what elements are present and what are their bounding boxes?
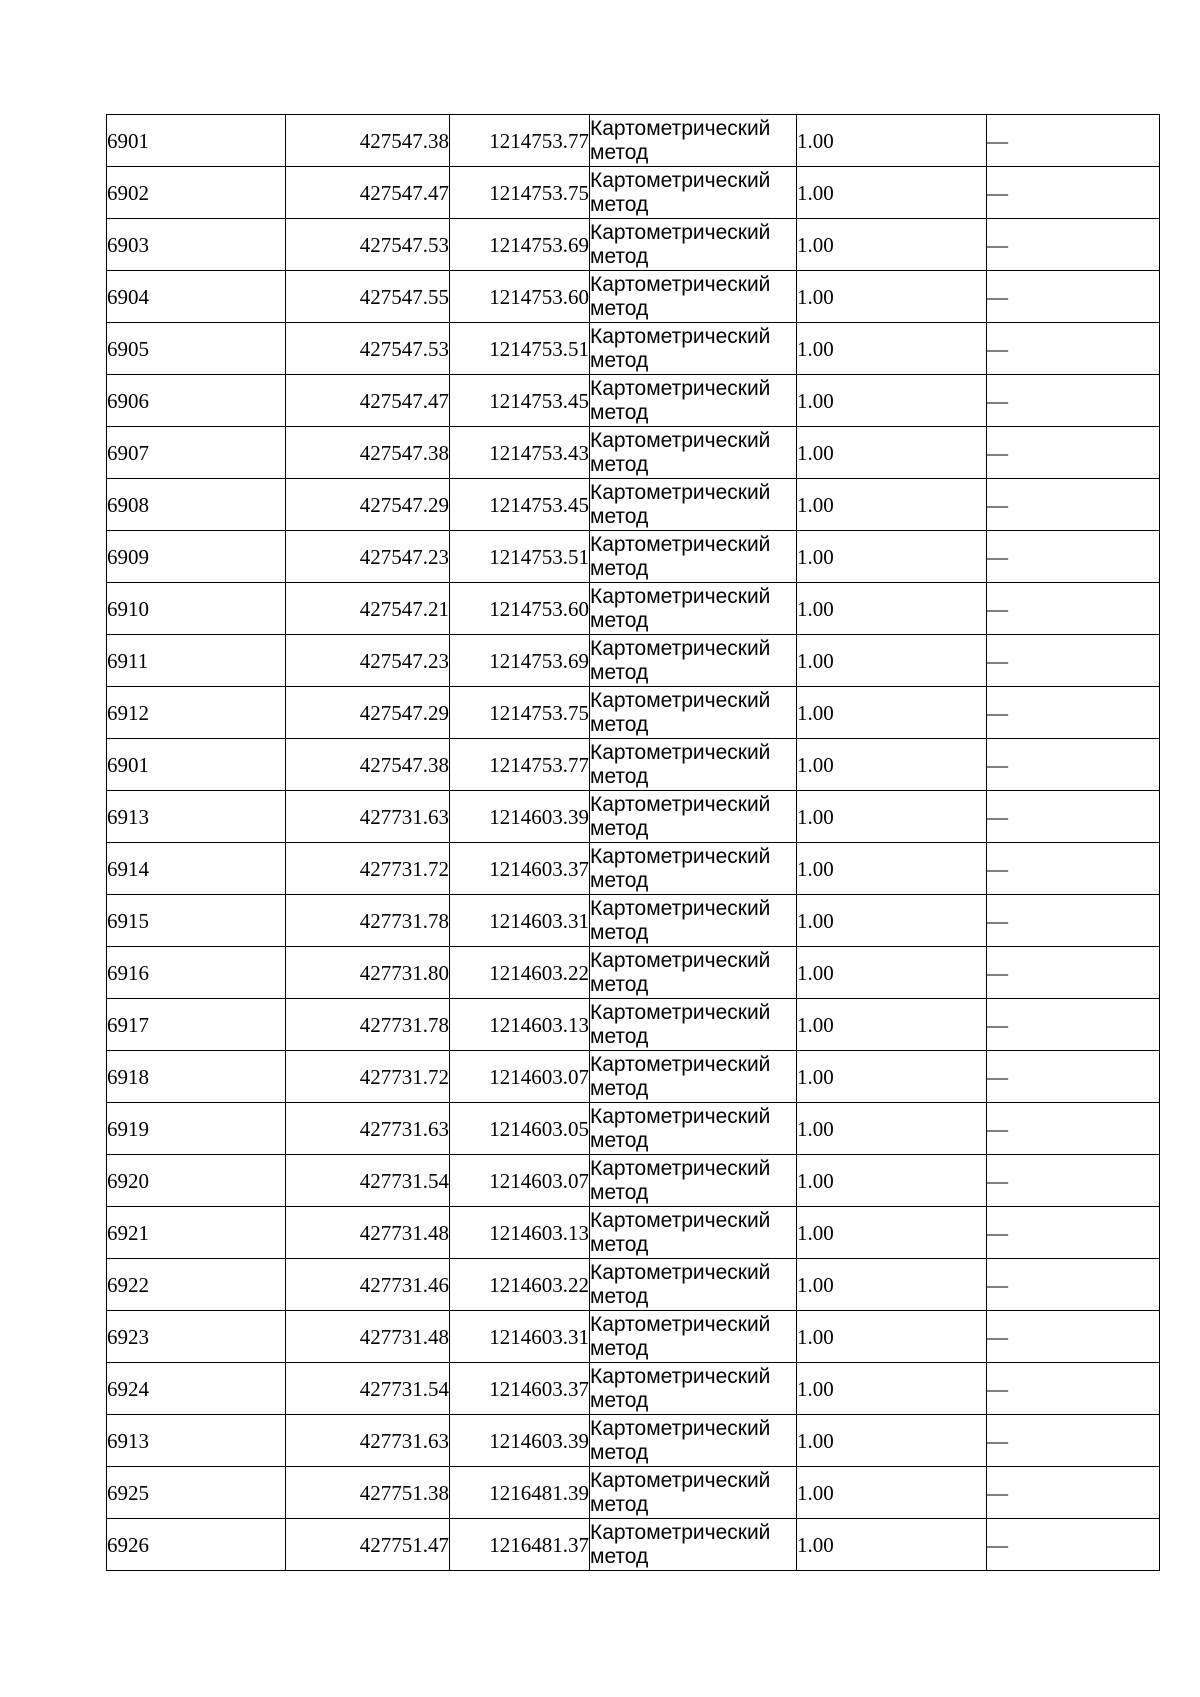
description-cell: —: [987, 895, 1160, 947]
method-line-2: метод: [590, 192, 649, 216]
point-number-cell: 6922: [107, 1259, 286, 1311]
table-row: [107, 1207, 1160, 1259]
point-number-cell: 6901: [107, 739, 286, 791]
method-line-2: метод: [590, 348, 649, 372]
accuracy-cell: 1.00: [797, 1155, 987, 1207]
y-coordinate-cell: 1214603.22: [450, 1259, 590, 1311]
table-row: [107, 895, 1160, 947]
description-cell: —: [987, 1363, 1160, 1415]
method-line-2: метод: [590, 1388, 649, 1412]
point-number-cell: 6910: [107, 583, 286, 635]
accuracy-cell: 1.00: [797, 271, 987, 323]
method-cell: [590, 947, 797, 999]
description-cell: —: [987, 583, 1160, 635]
method-cell: [590, 479, 797, 531]
x-coordinate-cell: 427731.63: [286, 791, 450, 843]
accuracy-cell: 1.00: [797, 999, 987, 1051]
description-cell: —: [987, 635, 1160, 687]
table-row: [107, 531, 1160, 583]
method-line-1: Картометрический: [590, 532, 771, 556]
x-coordinate-cell: 427547.29: [286, 479, 450, 531]
table-row: [107, 1519, 1160, 1571]
description-cell: —: [987, 1051, 1160, 1103]
description-cell: —: [987, 947, 1160, 999]
x-coordinate-cell: 427731.63: [286, 1103, 450, 1155]
y-coordinate-cell: 1214603.22: [450, 947, 590, 999]
description-cell: —: [987, 999, 1160, 1051]
description-cell: —: [987, 427, 1160, 479]
point-number-cell: 6926: [107, 1519, 286, 1571]
y-coordinate-cell: 1216481.37: [450, 1519, 590, 1571]
accuracy-cell: 1.00: [797, 1467, 987, 1519]
point-number-cell: 6902: [107, 167, 286, 219]
description-cell: —: [987, 739, 1160, 791]
x-coordinate-cell: 427731.54: [286, 1363, 450, 1415]
table-row: [107, 375, 1160, 427]
method-cell: [590, 323, 797, 375]
method-line-1: Картометрический: [590, 220, 771, 244]
method-line-2: метод: [590, 868, 649, 892]
accuracy-cell: 1.00: [797, 687, 987, 739]
x-coordinate-cell: 427731.78: [286, 895, 450, 947]
table-row: [107, 1103, 1160, 1155]
method-cell: [590, 1415, 797, 1467]
method-cell: [590, 1467, 797, 1519]
method-cell: [590, 635, 797, 687]
method-line-1: Картометрический: [590, 1260, 771, 1284]
method-line-1: Картометрический: [590, 1364, 771, 1388]
point-number-cell: 6925: [107, 1467, 286, 1519]
accuracy-cell: 1.00: [797, 1051, 987, 1103]
method-cell: [590, 1155, 797, 1207]
y-coordinate-cell: 1214753.51: [450, 531, 590, 583]
table-row: [107, 635, 1160, 687]
x-coordinate-cell: 427547.38: [286, 739, 450, 791]
description-cell: —: [987, 271, 1160, 323]
y-coordinate-cell: 1214753.75: [450, 167, 590, 219]
point-number-cell: 6903: [107, 219, 286, 271]
method-line-2: метод: [590, 1284, 649, 1308]
point-number-cell: 6911: [107, 635, 286, 687]
description-cell: —: [987, 1311, 1160, 1363]
point-number-cell: 6905: [107, 323, 286, 375]
y-coordinate-cell: 1214603.39: [450, 1415, 590, 1467]
accuracy-cell: 1.00: [797, 1363, 987, 1415]
point-number-cell: 6913: [107, 1415, 286, 1467]
accuracy-cell: 1.00: [797, 375, 987, 427]
description-cell: —: [987, 479, 1160, 531]
table-row: [107, 271, 1160, 323]
x-coordinate-cell: 427731.72: [286, 1051, 450, 1103]
method-cell: [590, 427, 797, 479]
method-cell: [590, 375, 797, 427]
method-line-2: метод: [590, 296, 649, 320]
method-line-1: Картометрический: [590, 896, 771, 920]
method-line-1: Картометрический: [590, 584, 771, 608]
table-row: [107, 687, 1160, 739]
method-line-1: Картометрический: [590, 688, 771, 712]
accuracy-cell: 1.00: [797, 479, 987, 531]
method-line-2: метод: [590, 1544, 649, 1568]
y-coordinate-cell: 1214603.13: [450, 1207, 590, 1259]
method-line-1: Картометрический: [590, 792, 771, 816]
description-cell: —: [987, 791, 1160, 843]
accuracy-cell: 1.00: [797, 167, 987, 219]
x-coordinate-cell: 427547.38: [286, 115, 450, 167]
description-cell: —: [987, 1207, 1160, 1259]
table-row: [107, 999, 1160, 1051]
accuracy-cell: 1.00: [797, 895, 987, 947]
method-cell: [590, 219, 797, 271]
point-number-cell: 6908: [107, 479, 286, 531]
y-coordinate-cell: 1214753.43: [450, 427, 590, 479]
method-cell: [590, 791, 797, 843]
x-coordinate-cell: 427547.47: [286, 375, 450, 427]
table-row: [107, 947, 1160, 999]
x-coordinate-cell: 427731.80: [286, 947, 450, 999]
point-number-cell: 6919: [107, 1103, 286, 1155]
point-number-cell: 6904: [107, 271, 286, 323]
x-coordinate-cell: 427547.29: [286, 687, 450, 739]
table-row: [107, 479, 1160, 531]
method-line-2: метод: [590, 972, 649, 996]
y-coordinate-cell: 1214603.37: [450, 1363, 590, 1415]
method-cell: [590, 895, 797, 947]
table-row: [107, 583, 1160, 635]
coordinates-table-body: [107, 115, 1160, 1571]
accuracy-cell: 1.00: [797, 1207, 987, 1259]
description-cell: —: [987, 323, 1160, 375]
accuracy-cell: 1.00: [797, 115, 987, 167]
table-row: [107, 167, 1160, 219]
method-cell: [590, 687, 797, 739]
method-line-2: метод: [590, 1336, 649, 1360]
method-line-2: метод: [590, 920, 649, 944]
y-coordinate-cell: 1214753.60: [450, 271, 590, 323]
method-cell: [590, 1519, 797, 1571]
x-coordinate-cell: 427547.23: [286, 635, 450, 687]
method-line-1: Картометрический: [590, 1208, 771, 1232]
description-cell: —: [987, 1415, 1160, 1467]
method-line-2: метод: [590, 608, 649, 632]
y-coordinate-cell: 1214753.77: [450, 115, 590, 167]
y-coordinate-cell: 1214753.45: [450, 375, 590, 427]
y-coordinate-cell: 1214753.77: [450, 739, 590, 791]
accuracy-cell: 1.00: [797, 843, 987, 895]
description-cell: —: [987, 1155, 1160, 1207]
description-cell: —: [987, 375, 1160, 427]
method-cell: [590, 1259, 797, 1311]
accuracy-cell: 1.00: [797, 1519, 987, 1571]
table-row: [107, 739, 1160, 791]
method-line-2: метод: [590, 660, 649, 684]
y-coordinate-cell: 1214603.07: [450, 1051, 590, 1103]
method-cell: [590, 115, 797, 167]
table-row: [107, 1415, 1160, 1467]
method-line-1: Картометрический: [590, 1468, 771, 1492]
x-coordinate-cell: 427731.54: [286, 1155, 450, 1207]
y-coordinate-cell: 1214603.05: [450, 1103, 590, 1155]
table-row: [107, 1467, 1160, 1519]
description-cell: —: [987, 1467, 1160, 1519]
x-coordinate-cell: 427547.38: [286, 427, 450, 479]
y-coordinate-cell: 1214603.13: [450, 999, 590, 1051]
method-line-2: метод: [590, 1440, 649, 1464]
x-coordinate-cell: 427547.21: [286, 583, 450, 635]
method-line-2: метод: [590, 452, 649, 476]
method-line-1: Картометрический: [590, 480, 771, 504]
accuracy-cell: 1.00: [797, 1415, 987, 1467]
description-cell: —: [987, 1519, 1160, 1571]
point-number-cell: 6909: [107, 531, 286, 583]
method-line-1: Картометрический: [590, 376, 771, 400]
method-line-1: Картометрический: [590, 1156, 771, 1180]
x-coordinate-cell: 427731.48: [286, 1207, 450, 1259]
point-number-cell: 6901: [107, 115, 286, 167]
table-row: [107, 219, 1160, 271]
description-cell: —: [987, 1259, 1160, 1311]
method-cell: [590, 583, 797, 635]
table-row: [107, 427, 1160, 479]
method-line-1: Картометрический: [590, 1312, 771, 1336]
method-line-1: Картометрический: [590, 844, 771, 868]
accuracy-cell: 1.00: [797, 323, 987, 375]
accuracy-cell: 1.00: [797, 947, 987, 999]
method-line-2: метод: [590, 764, 649, 788]
method-line-1: Картометрический: [590, 740, 771, 764]
accuracy-cell: 1.00: [797, 427, 987, 479]
y-coordinate-cell: 1216481.39: [450, 1467, 590, 1519]
accuracy-cell: 1.00: [797, 1103, 987, 1155]
table-row: [107, 1155, 1160, 1207]
point-number-cell: 6916: [107, 947, 286, 999]
point-number-cell: 6906: [107, 375, 286, 427]
method-line-1: Картометрический: [590, 1052, 771, 1076]
x-coordinate-cell: 427751.47: [286, 1519, 450, 1571]
x-coordinate-cell: 427731.48: [286, 1311, 450, 1363]
table-row: [107, 1259, 1160, 1311]
method-line-2: метод: [590, 1492, 649, 1516]
x-coordinate-cell: 427547.47: [286, 167, 450, 219]
y-coordinate-cell: 1214753.69: [450, 635, 590, 687]
method-cell: [590, 167, 797, 219]
y-coordinate-cell: 1214603.07: [450, 1155, 590, 1207]
point-number-cell: 6907: [107, 427, 286, 479]
point-number-cell: 6918: [107, 1051, 286, 1103]
x-coordinate-cell: 427731.72: [286, 843, 450, 895]
accuracy-cell: 1.00: [797, 219, 987, 271]
x-coordinate-cell: 427547.55: [286, 271, 450, 323]
description-cell: —: [987, 843, 1160, 895]
table-row: [107, 1051, 1160, 1103]
method-line-2: метод: [590, 1128, 649, 1152]
point-number-cell: 6914: [107, 843, 286, 895]
y-coordinate-cell: 1214753.75: [450, 687, 590, 739]
method-line-2: метод: [590, 244, 649, 268]
y-coordinate-cell: 1214603.31: [450, 895, 590, 947]
method-line-1: Картометрический: [590, 428, 771, 452]
method-line-1: Картометрический: [590, 116, 771, 140]
description-cell: —: [987, 1103, 1160, 1155]
method-line-2: метод: [590, 1180, 649, 1204]
point-number-cell: 6917: [107, 999, 286, 1051]
accuracy-cell: 1.00: [797, 739, 987, 791]
x-coordinate-cell: 427547.53: [286, 219, 450, 271]
point-number-cell: 6921: [107, 1207, 286, 1259]
point-number-cell: 6915: [107, 895, 286, 947]
x-coordinate-cell: 427731.63: [286, 1415, 450, 1467]
accuracy-cell: 1.00: [797, 791, 987, 843]
point-number-cell: 6912: [107, 687, 286, 739]
method-line-2: метод: [590, 1232, 649, 1256]
method-line-1: Картометрический: [590, 1416, 771, 1440]
method-cell: [590, 1051, 797, 1103]
table-row: [107, 1311, 1160, 1363]
accuracy-cell: 1.00: [797, 583, 987, 635]
method-line-2: метод: [590, 400, 649, 424]
method-cell: [590, 999, 797, 1051]
method-line-2: метод: [590, 816, 649, 840]
method-line-2: метод: [590, 1076, 649, 1100]
point-number-cell: 6920: [107, 1155, 286, 1207]
y-coordinate-cell: 1214603.37: [450, 843, 590, 895]
method-line-2: метод: [590, 1024, 649, 1048]
method-cell: [590, 271, 797, 323]
x-coordinate-cell: 427547.23: [286, 531, 450, 583]
method-line-1: Картометрический: [590, 272, 771, 296]
method-line-1: Картометрический: [590, 324, 771, 348]
y-coordinate-cell: 1214753.69: [450, 219, 590, 271]
description-cell: —: [987, 219, 1160, 271]
coordinates-table: [106, 114, 1160, 1571]
method-line-1: Картометрический: [590, 948, 771, 972]
y-coordinate-cell: 1214603.39: [450, 791, 590, 843]
x-coordinate-cell: 427731.46: [286, 1259, 450, 1311]
method-cell: [590, 1311, 797, 1363]
table-row: [107, 1363, 1160, 1415]
accuracy-cell: 1.00: [797, 1259, 987, 1311]
accuracy-cell: 1.00: [797, 531, 987, 583]
method-line-1: Картометрический: [590, 1000, 771, 1024]
method-line-2: метод: [590, 504, 649, 528]
x-coordinate-cell: 427547.53: [286, 323, 450, 375]
x-coordinate-cell: 427731.78: [286, 999, 450, 1051]
point-number-cell: 6924: [107, 1363, 286, 1415]
description-cell: —: [987, 531, 1160, 583]
method-line-1: Картометрический: [590, 1520, 771, 1544]
description-cell: —: [987, 115, 1160, 167]
accuracy-cell: 1.00: [797, 635, 987, 687]
method-line-2: метод: [590, 712, 649, 736]
point-number-cell: 6923: [107, 1311, 286, 1363]
method-cell: [590, 739, 797, 791]
method-cell: [590, 531, 797, 583]
point-number-cell: 6913: [107, 791, 286, 843]
method-cell: [590, 843, 797, 895]
y-coordinate-cell: 1214753.45: [450, 479, 590, 531]
method-cell: [590, 1103, 797, 1155]
accuracy-cell: 1.00: [797, 1311, 987, 1363]
description-cell: —: [987, 167, 1160, 219]
table-row: [107, 115, 1160, 167]
method-cell: [590, 1207, 797, 1259]
y-coordinate-cell: 1214603.31: [450, 1311, 590, 1363]
y-coordinate-cell: 1214753.51: [450, 323, 590, 375]
y-coordinate-cell: 1214753.60: [450, 583, 590, 635]
method-line-1: Картометрический: [590, 636, 771, 660]
method-line-1: Картометрический: [590, 1104, 771, 1128]
table-row: [107, 323, 1160, 375]
method-line-2: метод: [590, 556, 649, 580]
table-row: [107, 843, 1160, 895]
method-line-1: Картометрический: [590, 168, 771, 192]
method-cell: [590, 1363, 797, 1415]
description-cell: —: [987, 687, 1160, 739]
x-coordinate-cell: 427751.38: [286, 1467, 450, 1519]
method-line-2: метод: [590, 140, 649, 164]
table-row: [107, 791, 1160, 843]
